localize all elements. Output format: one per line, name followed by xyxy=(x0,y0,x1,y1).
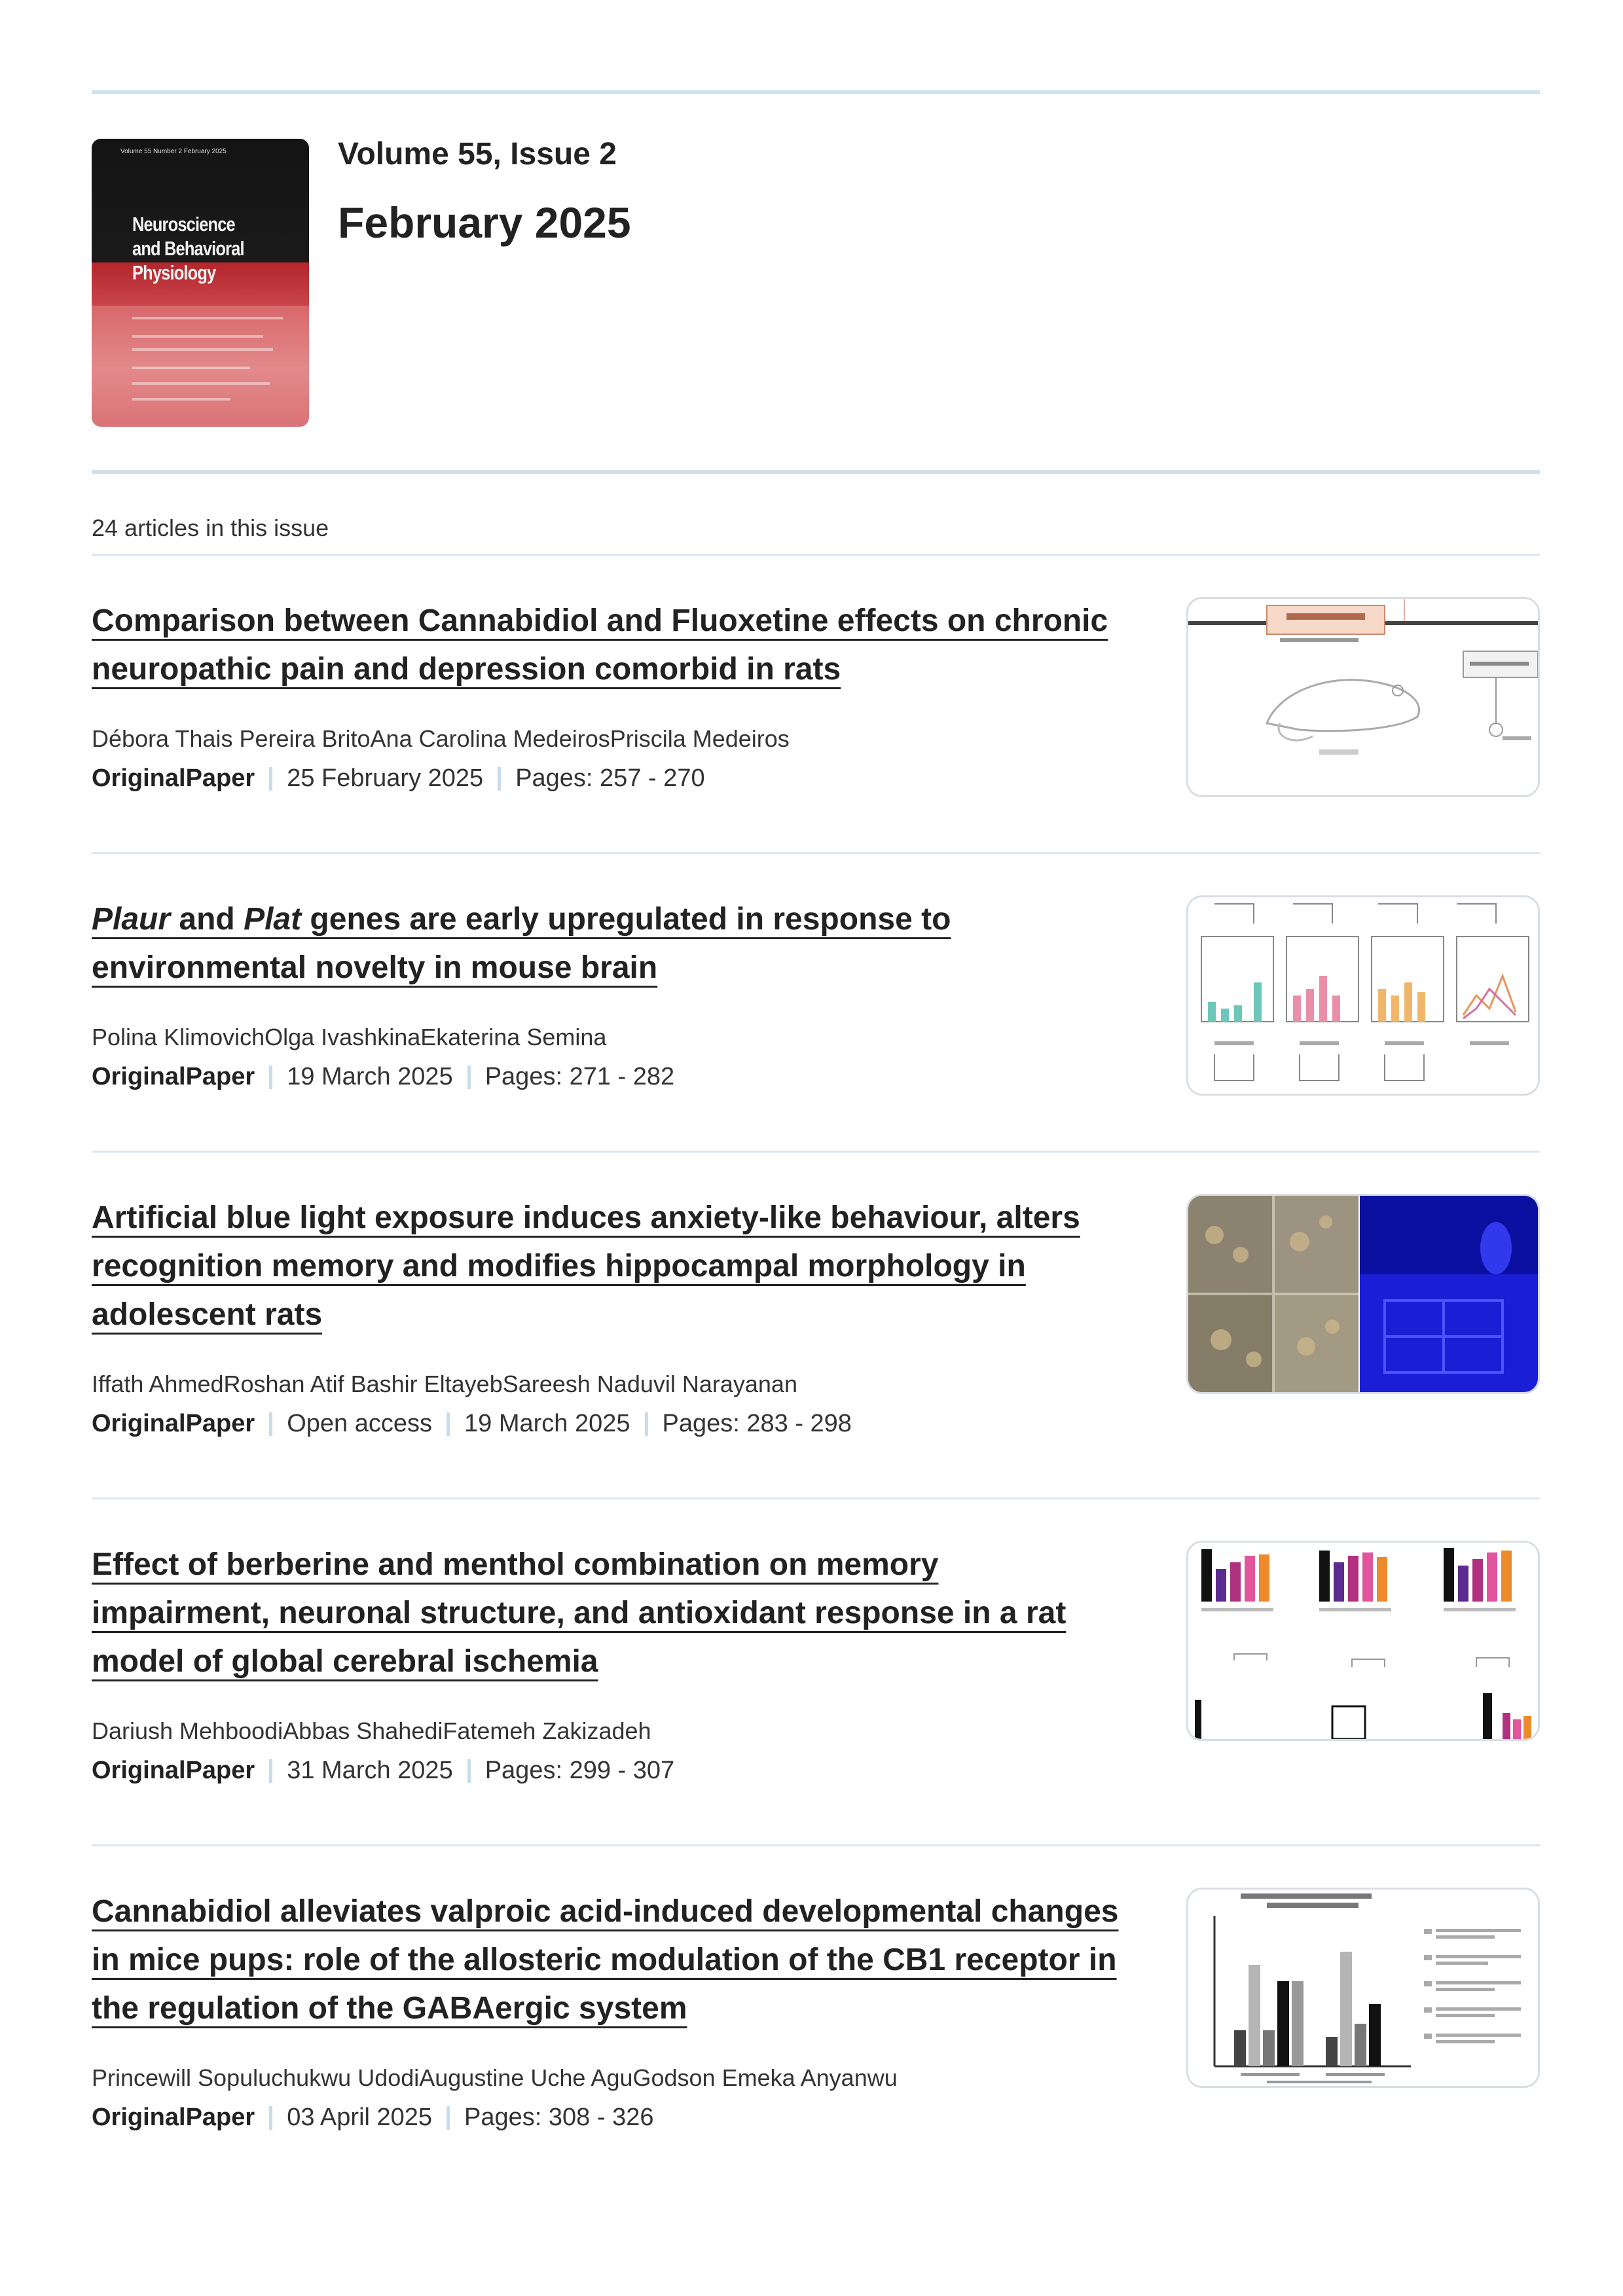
article-authors: Iffath AhmedRoshan Atif Bashir EltayebSareesh Naduvil Narayanan xyxy=(92,1371,797,1397)
issue-volume: Volume 55, Issue 2 xyxy=(338,137,617,171)
article-title xyxy=(92,1194,1120,1339)
article-pages: Pages: 308 - 326 xyxy=(464,2104,654,2131)
article-date: 03 April 2025 xyxy=(287,2104,433,2131)
cover-decoration xyxy=(132,348,273,351)
cover-decoration xyxy=(132,317,283,319)
article-divider xyxy=(92,1151,1540,1153)
article-pages: Pages: 283 - 298 xyxy=(662,1410,852,1437)
article-thumbnail[interactable] xyxy=(1186,597,1540,797)
article-title-link[interactable]: Cannabidiol alleviates valproic acid-induced developmental changes in mice pups: role of the allosteric modulation of the CB1 receptor in the regulation of the GABAergic system xyxy=(92,1894,1119,2026)
article-type: OriginalPaper xyxy=(92,764,255,792)
article-thumbnail[interactable] xyxy=(1186,895,1540,1096)
gene-expression-charts xyxy=(1188,897,1538,1094)
article-authors: Débora Thais Pereira BritoAna Carolina MedeirosPriscila Medeiros xyxy=(92,725,790,752)
journal-cover-image[interactable] xyxy=(92,139,309,427)
article-authors: Princewill Sopuluchukwu UdodiAugustine Uche AguGodson Emeka Anyanwu xyxy=(92,2064,898,2091)
article-authors: Polina KlimovichOlga IvashkinaEkaterina Semina xyxy=(92,1024,607,1050)
meta-separator xyxy=(467,1759,471,1783)
article-title-link[interactable]: Comparison between Cannabidiol and Fluoxetine effects on chronic neuropathic pain and depression comorbid in rats xyxy=(92,603,1108,687)
meta-separator xyxy=(467,1066,471,1089)
top-divider xyxy=(92,90,1540,94)
article-thumbnail[interactable] xyxy=(1186,1541,1540,1741)
meta-separator xyxy=(498,767,501,791)
article-thumbnail[interactable] xyxy=(1186,1888,1540,2088)
colored-bar-charts xyxy=(1188,1543,1538,1739)
article-pages: Pages: 299 - 307 xyxy=(484,1757,675,1784)
meta-separator xyxy=(269,2106,272,2130)
issue-date: February 2025 xyxy=(338,198,631,247)
article-count: 24 articles in this issue xyxy=(92,514,329,541)
cover-decoration xyxy=(132,335,263,338)
article-thumbnail[interactable] xyxy=(1186,1194,1540,1394)
cover-journal-title: Neuroscience and Behavioral Physiology xyxy=(132,213,244,284)
open-access-label: Open access xyxy=(287,1410,432,1437)
meta-separator xyxy=(269,1066,272,1089)
meta-separator xyxy=(269,1412,272,1436)
article-meta xyxy=(92,764,705,793)
count-divider xyxy=(92,554,1540,556)
blue-light-photo xyxy=(1188,1196,1538,1392)
cover-decoration xyxy=(132,367,250,369)
meta-separator xyxy=(269,767,272,791)
cover-decoration xyxy=(132,382,270,385)
article-title-link[interactable]: Artificial blue light exposure induces anxiety-like behaviour, alters recognition memory and modifies hippocampal morphology in adolescent rats xyxy=(92,1200,1080,1332)
article-title xyxy=(92,597,1120,694)
article-date: 31 March 2025 xyxy=(287,1757,453,1784)
article-pages: Pages: 257 - 270 xyxy=(515,764,705,792)
article-title xyxy=(92,895,1120,992)
article-title xyxy=(92,1888,1120,2033)
grey-bar-chart xyxy=(1188,1890,1538,2086)
meta-separator xyxy=(645,1412,648,1436)
article-date: 19 March 2025 xyxy=(287,1063,453,1090)
chronic-treatment-diagram xyxy=(1188,599,1538,795)
article-pages: Pages: 271 - 282 xyxy=(484,1063,675,1090)
article-meta xyxy=(92,1063,674,1091)
article-type: OriginalPaper xyxy=(92,1063,255,1090)
article-authors: Dariush MehboodiAbbas ShahediFatemeh Zakizadeh xyxy=(92,1717,651,1744)
article-type: OriginalPaper xyxy=(92,1410,255,1437)
article-date: 19 March 2025 xyxy=(464,1410,630,1437)
meta-separator xyxy=(269,1759,272,1783)
article-meta xyxy=(92,1410,852,1438)
cover-issue-text: Volume 55 Number 2 February 2025 xyxy=(120,148,227,155)
article-type: OriginalPaper xyxy=(92,1757,255,1784)
header-divider xyxy=(92,470,1540,474)
article-divider xyxy=(92,852,1540,854)
article-date: 25 February 2025 xyxy=(287,764,484,792)
article-meta xyxy=(92,2104,653,2132)
article-title xyxy=(92,1541,1120,1686)
meta-separator xyxy=(447,1412,450,1436)
article-title-link[interactable]: Effect of berberine and menthol combination on memory impairment, neuronal structure, and antioxidant response in a rat model of global cerebral ischemia xyxy=(92,1547,1067,1679)
cover-decoration xyxy=(132,398,230,401)
article-type: OriginalPaper xyxy=(92,2104,255,2131)
article-meta xyxy=(92,1757,674,1785)
meta-separator xyxy=(447,2106,450,2130)
article-title-link[interactable]: Plaur and Plat genes are early upregulated in response to environmental novelty in mouse brain xyxy=(92,902,951,985)
article-divider xyxy=(92,1498,1540,1499)
article-divider xyxy=(92,1844,1540,1846)
